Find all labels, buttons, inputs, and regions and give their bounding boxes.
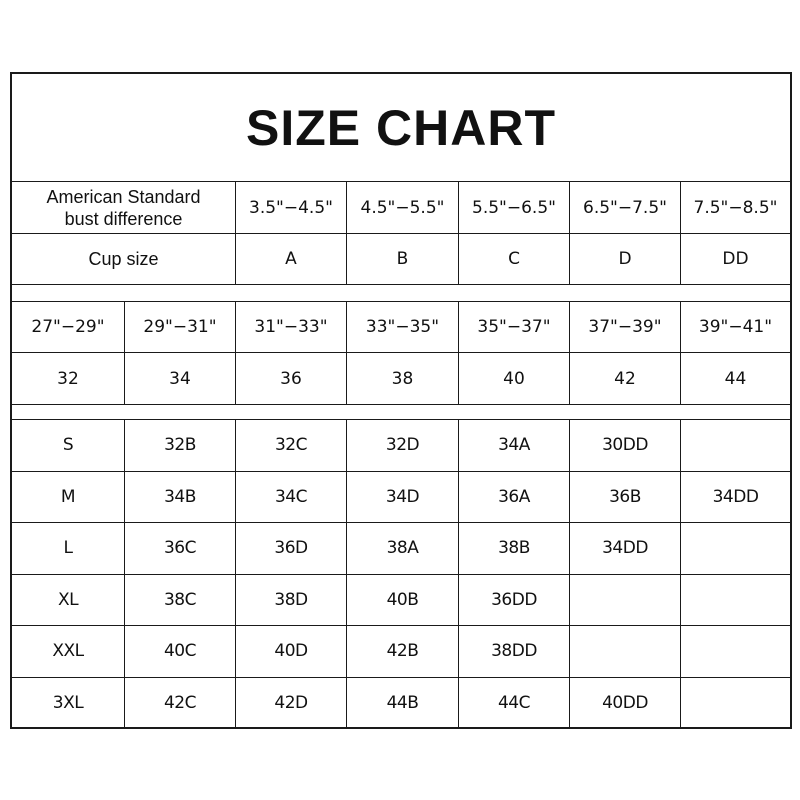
size-chart-table (10, 72, 792, 729)
size-value: 38C (125, 575, 236, 627)
size-row (12, 575, 790, 627)
size-row (12, 626, 790, 678)
size-value (570, 626, 681, 678)
size-value: 34B (125, 472, 236, 524)
size-value: 42D (236, 678, 347, 730)
size-row (12, 472, 790, 524)
size-value: 36A (459, 472, 570, 524)
size-value: 40DD (570, 678, 681, 730)
bust-label-line2: bust difference (64, 208, 183, 229)
bust-difference-label (12, 182, 236, 234)
size-value: 34C (236, 472, 347, 524)
size-value: 38DD (459, 626, 570, 678)
underbust-value: 39"−41" (681, 302, 790, 353)
size-value (681, 575, 790, 627)
size-value: 32D (347, 420, 459, 472)
cup-value: D (570, 234, 681, 285)
size-value: 30DD (570, 420, 681, 472)
cup-value: B (347, 234, 459, 285)
size-value: 34D (347, 472, 459, 524)
size-value (681, 523, 790, 575)
underbust-value: 27"−29" (12, 302, 125, 353)
cup-value: C (459, 234, 570, 285)
underbust-value: 29"−31" (125, 302, 236, 353)
cup-value: A (236, 234, 347, 285)
bust-label-line1: American Standard (46, 186, 201, 207)
size-value (681, 678, 790, 730)
band-value: 32 (12, 353, 125, 405)
band-size-row (12, 353, 790, 405)
cup-size-label: Cup size (12, 234, 236, 285)
size-row (12, 523, 790, 575)
size-value (681, 420, 790, 472)
size-value: 40B (347, 575, 459, 627)
size-value: 34DD (681, 472, 790, 524)
size-value: 40C (125, 626, 236, 678)
size-value: 38D (236, 575, 347, 627)
band-value: 34 (125, 353, 236, 405)
size-value: 40D (236, 626, 347, 678)
bust-value: 4.5"−5.5" (347, 182, 459, 234)
size-value: 32C (236, 420, 347, 472)
size-label: S (12, 420, 125, 472)
size-value: 36B (570, 472, 681, 524)
size-value: 34DD (570, 523, 681, 575)
underbust-value: 31"−33" (236, 302, 347, 353)
bust-value: 5.5"−6.5" (459, 182, 570, 234)
size-value: 38A (347, 523, 459, 575)
size-label: 3XL (12, 678, 125, 730)
size-value: 42B (347, 626, 459, 678)
size-row (12, 678, 790, 730)
band-value: 38 (347, 353, 459, 405)
band-value: 40 (459, 353, 570, 405)
spacer-row (12, 405, 790, 420)
size-value (681, 626, 790, 678)
size-value: 42C (125, 678, 236, 730)
size-value: 36C (125, 523, 236, 575)
underbust-value: 37"−39" (570, 302, 681, 353)
size-label: L (12, 523, 125, 575)
band-value: 36 (236, 353, 347, 405)
size-value: 32B (125, 420, 236, 472)
size-value: 34A (459, 420, 570, 472)
cup-value: DD (681, 234, 790, 285)
underbust-value: 33"−35" (347, 302, 459, 353)
bust-value: 6.5"−7.5" (570, 182, 681, 234)
size-label: XXL (12, 626, 125, 678)
bust-value: 7.5"−8.5" (681, 182, 790, 234)
size-row (12, 420, 790, 472)
underbust-value: 35"−37" (459, 302, 570, 353)
band-value: 44 (681, 353, 790, 405)
band-value: 42 (570, 353, 681, 405)
size-value: 44C (459, 678, 570, 730)
size-value: 44B (347, 678, 459, 730)
cup-size-row (12, 234, 790, 285)
size-value (570, 575, 681, 627)
bust-value: 3.5"−4.5" (236, 182, 347, 234)
size-label: XL (12, 575, 125, 627)
chart-title: SIZE CHART (12, 74, 790, 182)
underbust-range-row (12, 302, 790, 353)
bust-difference-row (12, 182, 790, 234)
size-value: 38B (459, 523, 570, 575)
size-value: 36DD (459, 575, 570, 627)
size-value: 36D (236, 523, 347, 575)
spacer-row (12, 285, 790, 302)
size-label: M (12, 472, 125, 524)
